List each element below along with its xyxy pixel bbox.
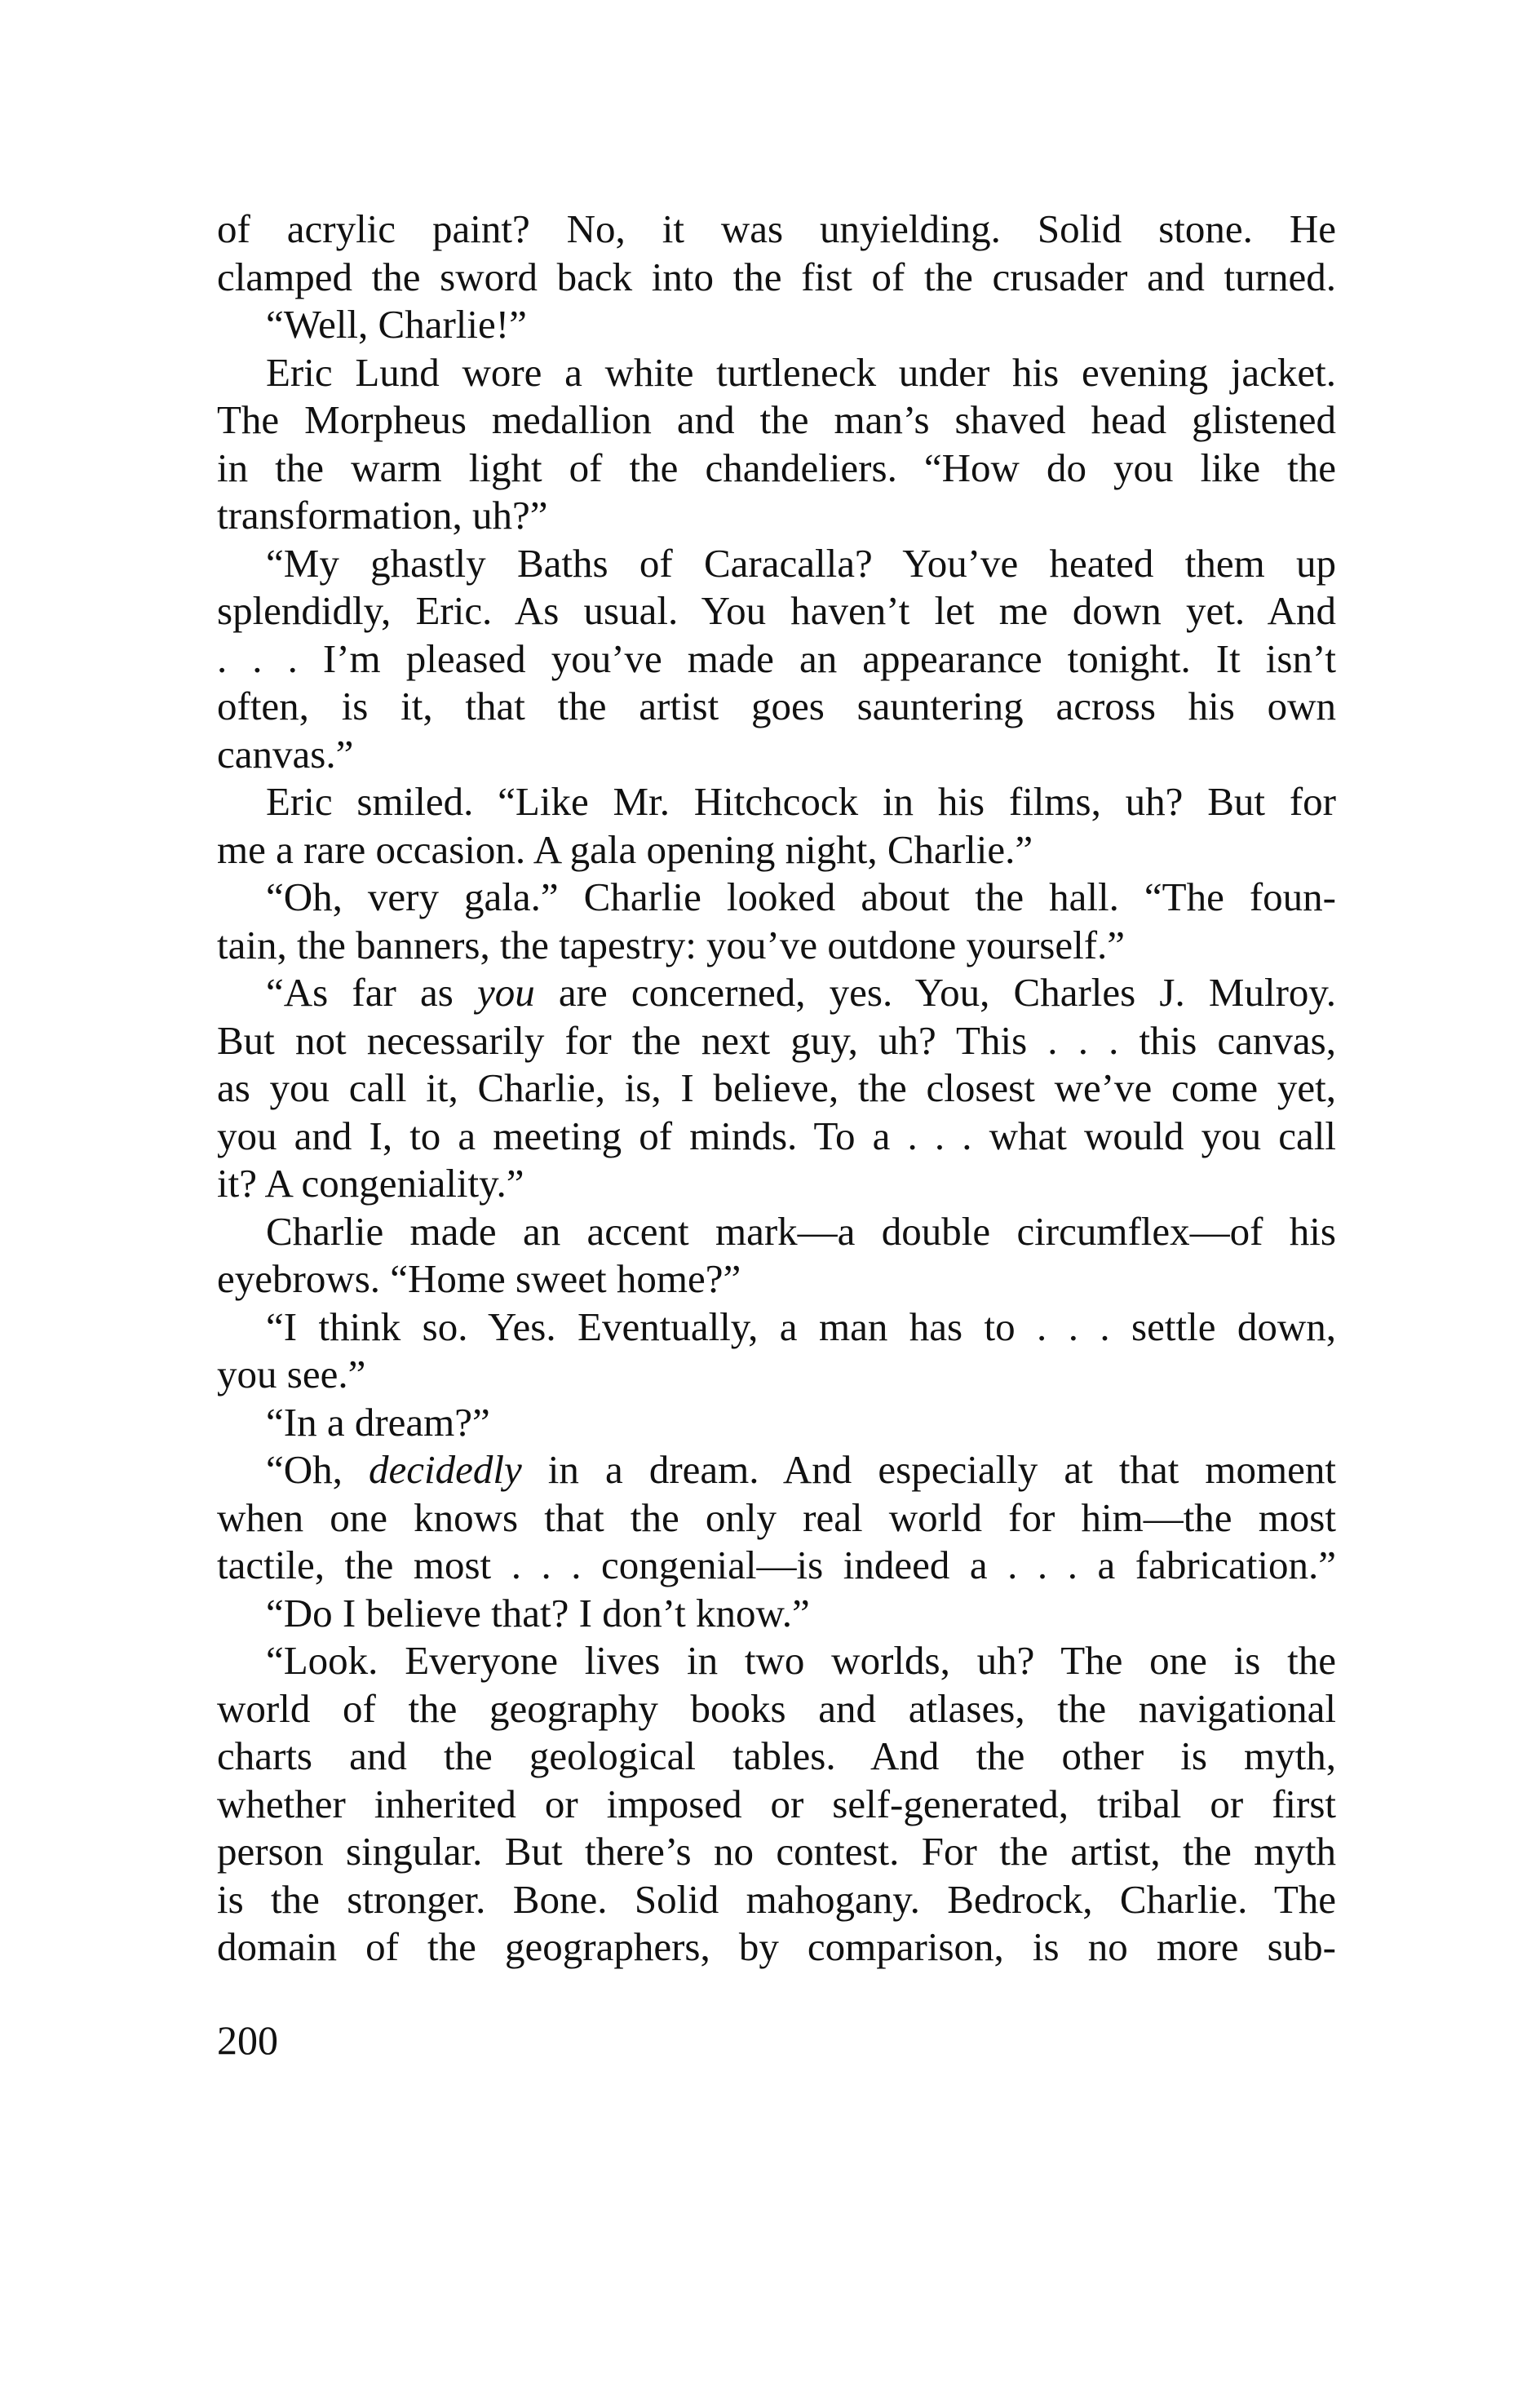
- text-line: “Well, Charlie!”: [266, 302, 527, 347]
- text-line: me a rare occasion. A gala opening night, Charlie.”: [217, 826, 1033, 872]
- page-number: 200: [217, 2017, 278, 2063]
- body-text: [217, 206, 1336, 1972]
- text-line: domain of the geographers, by comparison, is no more sub-: [217, 1924, 1336, 1969]
- text-line: Eric smiled. “Like Mr. Hitchcock in his films, uh? But for: [266, 779, 1336, 824]
- text-line: [217, 969, 1336, 1017]
- text-line: eyebrows. “Home sweet home?”: [217, 1256, 741, 1301]
- text-line: Eric Lund wore a white turtleneck under his evening jacket.: [266, 349, 1336, 395]
- text-line: “My ghastly Baths of Caracalla? You’ve heated them up: [266, 540, 1336, 586]
- text-line: clamped the sword back into the fist of the crusader and turned.: [217, 254, 1336, 299]
- text-line: “In a dream?”: [266, 1399, 490, 1445]
- text-line: in the warm light of the chandeliers. “How do you like the: [217, 445, 1336, 490]
- text-line: as you call it, Charlie, is, I believe, the closest we’ve come yet,: [217, 1065, 1336, 1110]
- text-line: “Look. Everyone lives in two worlds, uh? The one is the: [266, 1638, 1336, 1683]
- text-line: person singular. But there’s no contest. For the artist, the myth: [217, 1829, 1336, 1874]
- text-line: you see.”: [217, 1352, 366, 1396]
- text-line: . . . I’m pleased you’ve made an appearance tonight. It isn’t: [217, 635, 1336, 681]
- text-line: whether inherited or imposed or self-generated, tribal or first: [217, 1781, 1336, 1826]
- text-line: often, is it, that the artist goes sauntering across his own: [217, 684, 1336, 728]
- text-line: world of the geography books and atlases, the navigational: [217, 1685, 1336, 1731]
- text-line: But not necessarily for the next guy, uh? This . . . this canvas,: [217, 1017, 1336, 1063]
- text-segment: “As far as: [266, 970, 477, 1015]
- text-line: The Morpheus medallion and the man’s shaved head glistened: [217, 397, 1336, 442]
- text-line: of acrylic paint? No, it was unyielding. Solid stone. He: [217, 206, 1336, 251]
- text-line: charts and the geological tables. And the other is myth,: [217, 1733, 1336, 1778]
- text-line: splendidly, Eric. As usual. You haven’t let me down yet. And: [217, 588, 1336, 633]
- text-line: “I think so. Yes. Eventually, a man has to . . . settle down,: [266, 1304, 1336, 1349]
- text-line: Charlie made an accent mark—a double circumflex—of his: [266, 1208, 1336, 1254]
- text-line: it? A congeniality.”: [217, 1161, 524, 1206]
- text-segment: are concerned, yes. You, Charles J. Mulroy.: [534, 970, 1336, 1015]
- text-line: when one knows that the only real world for him—the most: [217, 1494, 1336, 1540]
- text-line: you and I, to a meeting of minds. To a . . . what would you call: [217, 1113, 1336, 1158]
- text-segment: “Oh,: [266, 1447, 369, 1492]
- emphasis-text: you: [476, 970, 535, 1015]
- text-line: tactile, the most . . . congenial—is indeed a . . . a fabrication.”: [217, 1543, 1336, 1587]
- text-line: “Do I believe that? I don’t know.”: [266, 1590, 810, 1635]
- text-line: [217, 1446, 1336, 1494]
- text-line: tain, the banners, the tapestry: you’ve outdone yourself.”: [217, 922, 1126, 967]
- text-line: canvas.”: [217, 731, 354, 777]
- emphasis-text: decidedly: [368, 1447, 522, 1492]
- text-segment: in a dream. And especially at that moment: [521, 1447, 1336, 1492]
- text-line: is the stronger. Bone. Solid mahogany. Bedrock, Charlie. The: [217, 1876, 1336, 1922]
- text-line: “Oh, very gala.” Charlie looked about the hall. “The foun-: [266, 874, 1336, 919]
- text-line: transformation, uh?”: [217, 493, 548, 538]
